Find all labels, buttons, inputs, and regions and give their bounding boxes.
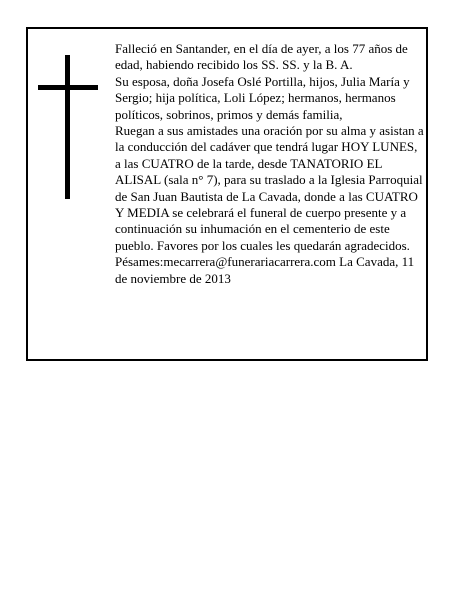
funeral-details: Ruegan a sus amistades una oración por su alma y asistan a la conducción del cadáver que tendrá lugar HOY LUNES, a las CUATRO de la tarde, desde TANATORIO EL ALISAL (sala n° 7), para su traslado a la Iglesia Parroquial de San Juan Bautista de La Cavada, donde a las CUATRO Y MEDIA se celebrará el funeral de cuerpo presente y a continuación su inhumación en el cementerio de este pueblo. Favores por los cuales les quedarán agradecidos. (115, 123, 424, 253)
death-announcement: Falleció en Santander, en el día de ayer, a los 77 años de edad, habiendo recibido los SS. SS. y la B. A. (115, 41, 408, 73)
notice-text (115, 41, 425, 287)
cross-vertical-bar (65, 55, 70, 199)
cross-horizontal-bar (38, 85, 98, 90)
cross-icon (38, 55, 98, 199)
obituary-notice (26, 27, 428, 361)
family-list: Su esposa, doña Josefa Oslé Portilla, hijos, Julia María y Sergio; hija política, Loli López; hermanos, hermanos políticos, sobrinos, primos y demás familia, (115, 73, 410, 122)
condolences-contact: Pésames:mecarrera@funerariacarrera.com La Cavada, 11 de noviembre de 2013 (115, 254, 415, 286)
